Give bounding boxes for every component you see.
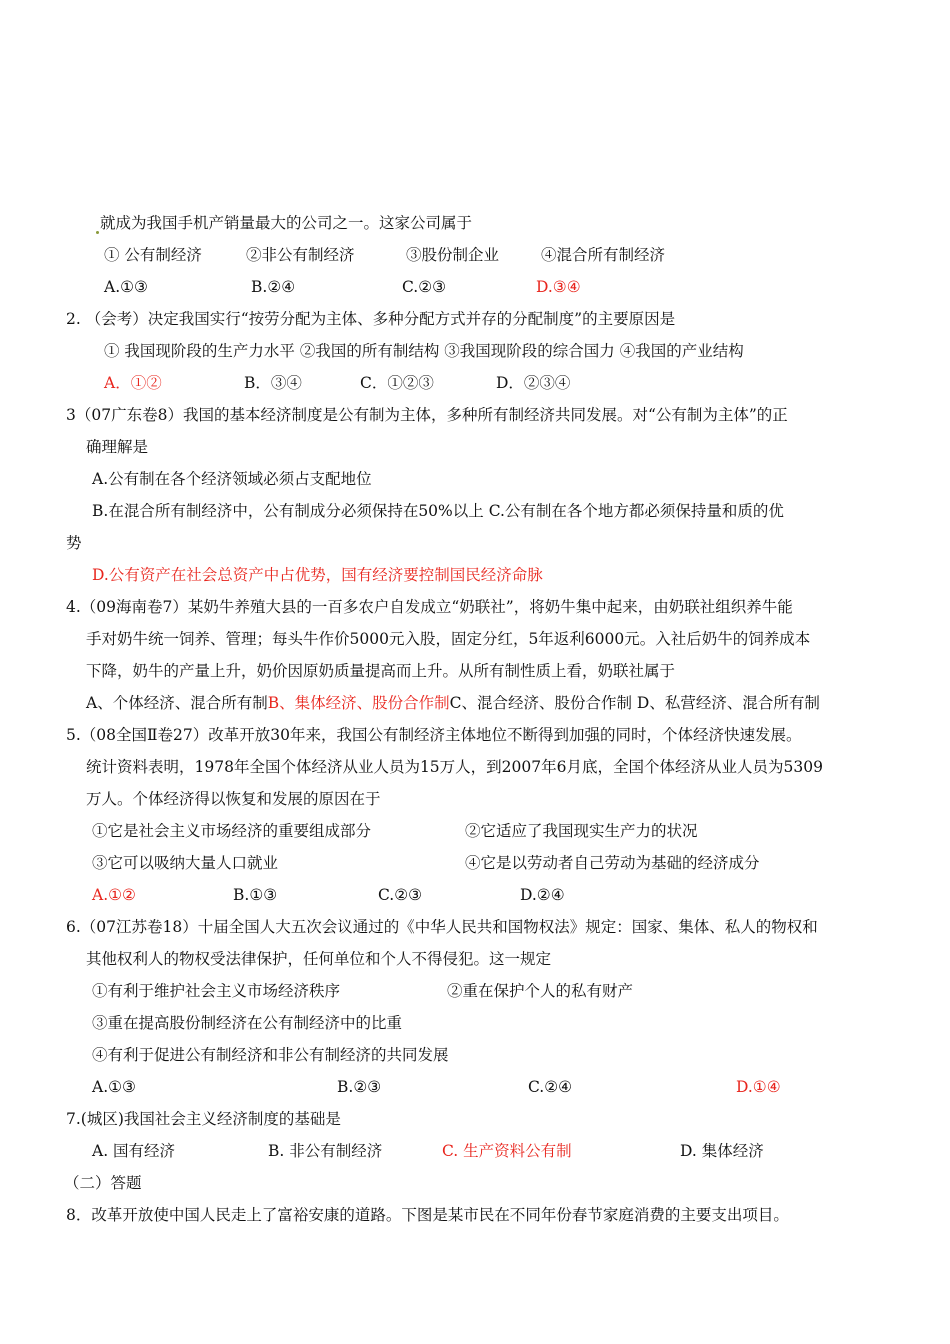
q3-option-bc-cont: 势 xyxy=(66,534,82,552)
q5-stem-3: 万人。个体经济得以恢复和发展的原因在于 xyxy=(86,790,381,808)
q1-item-2: ②非公有制经济 xyxy=(246,246,355,264)
q6-item-4: ④有利于促进公有制经济和非公有制经济的共同发展 xyxy=(92,1046,449,1064)
q6-item-3: ③重在提高股份制经济在公有制经济中的比重 xyxy=(92,1014,403,1032)
q4-option-b-answer: B、集体经济、股份合作制 xyxy=(267,694,450,712)
q2-stem: 2. （会考）决定我国实行“按劳分配为主体、多种分配方式并存的分配制度”的主要原因是 xyxy=(66,310,676,328)
annotation-mark xyxy=(96,231,99,234)
q3-option-a: A.公有制在各个经济领域必须占支配地位 xyxy=(92,470,372,488)
q2-option-c: C．①②③ xyxy=(360,374,434,392)
q6-option-c: C.②④ xyxy=(528,1078,573,1096)
q5-stem-1: 5.（08全国Ⅱ卷27）改革开放30年来，我国公有制经济主体地位不断得到加强的同时，个体经济快速发展。 xyxy=(66,726,802,744)
q3-option-d-answer: D.公有资产在社会总资产中占优势，国有经济要控制国民经济命脉 xyxy=(92,566,543,584)
q7-option-d: D. 集体经济 xyxy=(680,1142,764,1160)
q1-item-4: ④混合所有制经济 xyxy=(541,246,666,264)
q2-option-b: B．③④ xyxy=(244,374,302,392)
q4-options xyxy=(86,692,820,714)
q4-option-a: A、个体经济、混合所有制 xyxy=(86,694,268,712)
q1-option-d-answer: D.③④ xyxy=(536,278,581,296)
q6-stem-1: 6.（07江苏卷18）十届全国人大五次会议通过的《中华人民共和国物权法》规定：国家、集体、私人的物权和 xyxy=(66,918,818,936)
q5-option-c: C.②③ xyxy=(378,886,423,904)
q5-option-a-answer: A.①② xyxy=(92,886,136,904)
q2-items: ① 我国现阶段的生产力水平 ②我国的所有制结构 ③我国现阶段的综合国力 ④我国的产业结构 xyxy=(104,342,744,360)
q4-stem-1: 4.（09海南卷7）某奶牛养殖大县的一百多农户自发成立“奶联社”，将奶牛集中起来，由奶联社组织养牛能 xyxy=(66,598,793,616)
q1-option-b: B.②④ xyxy=(251,278,296,296)
q6-option-a: A.①③ xyxy=(92,1078,136,1096)
q1-item-3: ③股份制企业 xyxy=(406,246,500,264)
section-heading: （二）答题 xyxy=(64,1174,142,1192)
q4-stem-2: 手对奶牛统一饲养、管理；每头牛作价5000元入股，固定分红，5年返利6000元。入社后奶牛的饲养成本 xyxy=(86,630,811,648)
q5-item-3: ③它可以吸纳大量人口就业 xyxy=(92,854,279,872)
q6-option-d-answer: D.①④ xyxy=(736,1078,781,1096)
q7-option-c-answer: C. 生产资料公有制 xyxy=(442,1142,572,1160)
q3-stem-1: 3（07广东卷8）我国的基本经济制度是公有制为主体，多种所有制经济共同发展。对“公有制为主体”的正 xyxy=(66,406,788,424)
q6-stem-2: 其他权利人的物权受法律保护，任何单位和个人不得侵犯。这一规定 xyxy=(86,950,552,968)
q5-stem-2: 统计资料表明，1978年全国个体经济从业人员为15万人，到2007年6月底，全国个体经济从业人员为5309 xyxy=(86,758,823,776)
q6-option-b: B.②③ xyxy=(337,1078,382,1096)
q5-option-d: D.②④ xyxy=(520,886,565,904)
q2-option-a-answer: A．①② xyxy=(104,374,162,392)
q4-stem-3: 下降，奶牛的产量上升，奶价因原奶质量提高而上升。从所有制性质上看，奶联社属于 xyxy=(86,662,676,680)
q6-item-1: ①有利于维护社会主义市场经济秩序 xyxy=(92,982,341,1000)
q2-option-d: D．②③④ xyxy=(496,374,571,392)
q1-option-c: C.②③ xyxy=(402,278,447,296)
q5-item-1: ①它是社会主义市场经济的重要组成部分 xyxy=(92,822,372,840)
q7-stem: 7.(城区)我国社会主义经济制度的基础是 xyxy=(66,1110,341,1128)
q6-item-2: ②重在保护个人的私有财产 xyxy=(447,982,634,1000)
q3-stem-2: 确理解是 xyxy=(86,438,149,456)
q5-option-b: B.①③ xyxy=(233,886,278,904)
q5-item-2: ②它适应了我国现实生产力的状况 xyxy=(465,822,698,840)
q8-stem: 8．改革开放使中国人民走上了富裕安康的道路。下图是某市民在不同年份春节家庭消费的主要支出项目。 xyxy=(66,1206,789,1224)
q4-option-cd: C、混合经济、股份合作制 D、私营经济、混合所有制 xyxy=(449,694,820,712)
q3-option-bc: B.在混合所有制经济中，公有制成分必须保持在50%以上 C.公有制在各个地方都必须保持量和质的优 xyxy=(92,502,784,520)
q1-item-1: ① 公有制经济 xyxy=(104,246,202,264)
q1-option-a: A.①③ xyxy=(104,278,148,296)
q1-continuation: 就成为我国手机产销量最大的公司之一。这家公司属于 xyxy=(96,212,472,234)
q7-option-a: A. 国有经济 xyxy=(92,1142,176,1160)
q5-item-4: ④它是以劳动者自己劳动为基础的经济成分 xyxy=(465,854,760,872)
q7-option-b: B. 非公有制经济 xyxy=(268,1142,383,1160)
